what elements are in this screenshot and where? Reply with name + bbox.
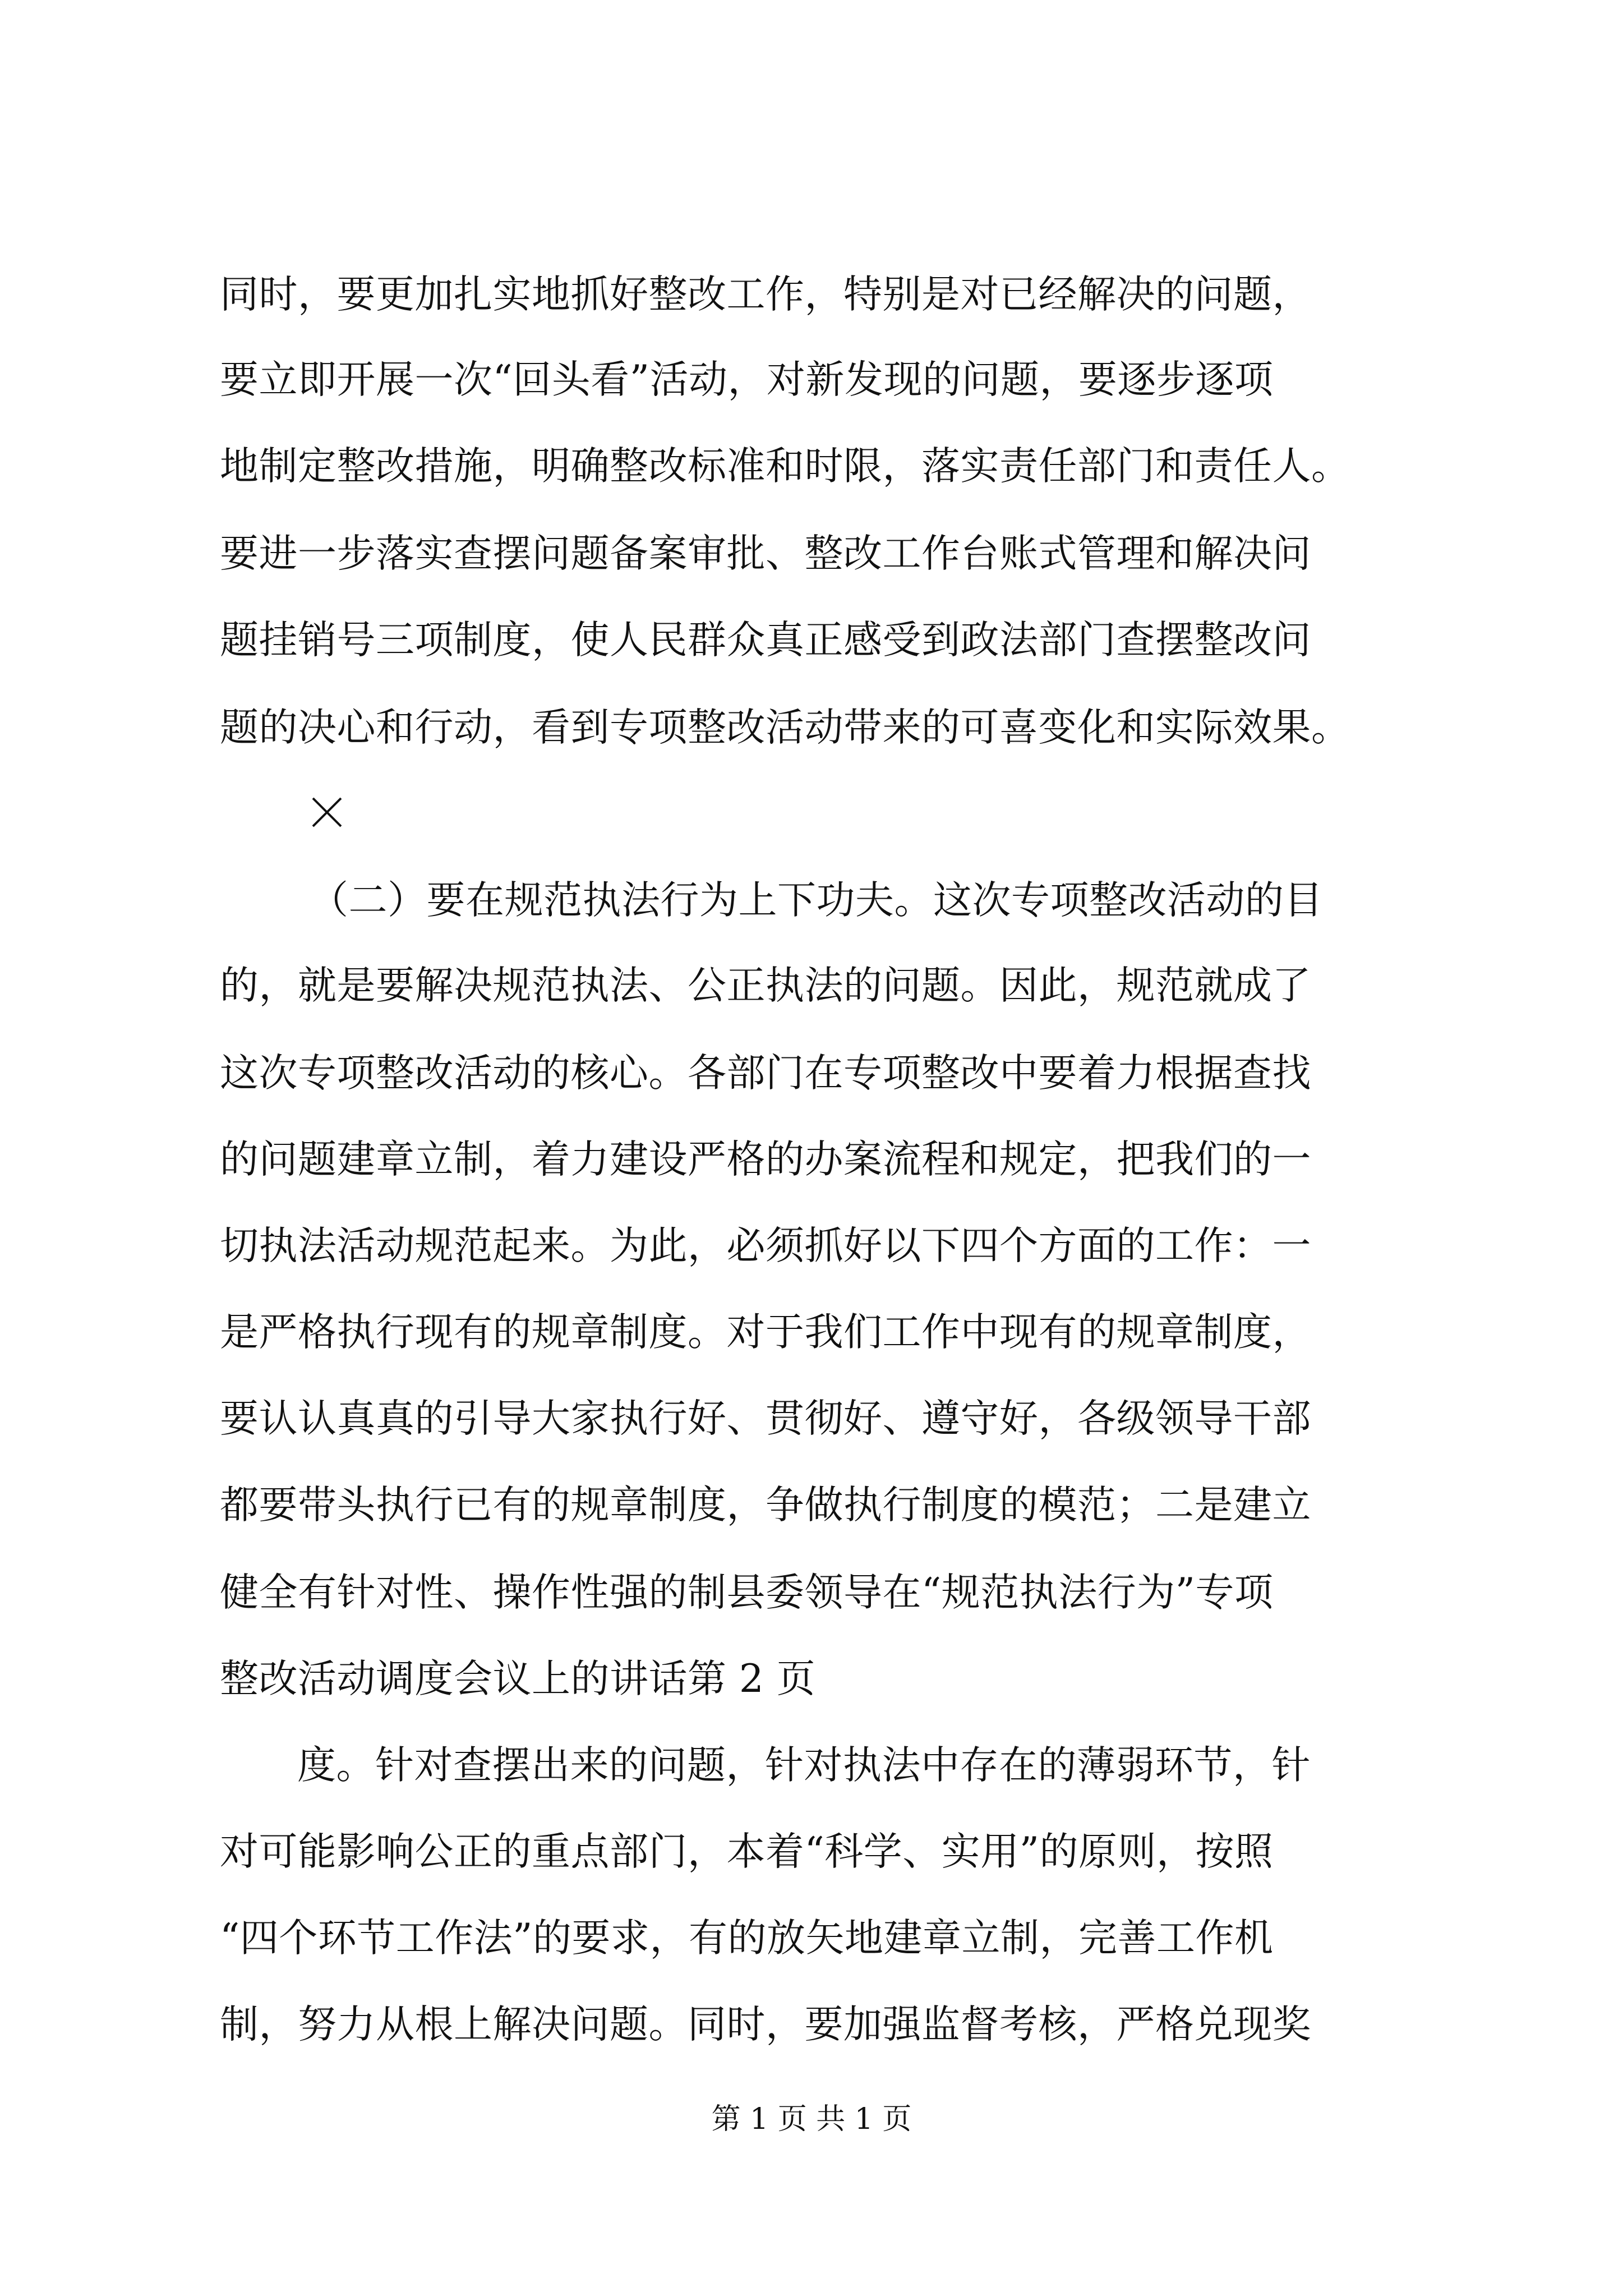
paragraph-line: 同时，要更加扎实地抓好整改工作，特别是对已经解决的问题，	[220, 272, 1311, 317]
paragraph-line: 题挂销号三项制度，使人民群众真正感受到政法部门查摆整改问	[220, 618, 1311, 662]
paragraph-line: 要认认真真的引导大家执行好、贯彻好、遵守好，各级领导干部	[220, 1396, 1311, 1441]
cross-mark-icon	[310, 795, 344, 830]
paragraph-line: 要立即开展一次“回头看”活动，对新发现的问题，要逐步逐项	[220, 357, 1274, 402]
paragraph-line: 是严格执行现有的规章制度。对于我们工作中现有的规章制度，	[220, 1310, 1311, 1355]
paragraph-line: 要进一步落实查摆问题备案审批、整改工作台账式管理和解决问	[220, 531, 1311, 576]
page-footer: 第 1 页 共 1 页	[711, 2102, 912, 2136]
paragraph-line: 整改活动调度会议上的讲话第 2 页	[220, 1657, 816, 1701]
paragraph-line: 切执法活动规范起来。为此，必须抓好以下四个方面的工作：一	[220, 1223, 1311, 1268]
paragraph-line: 的，就是要解决规范执法、公正执法的问题。因此，规范就成了	[220, 963, 1311, 1008]
paragraph-line: 地制定整改措施，明确整改标准和时限，落实责任部门和责任人。	[220, 444, 1350, 489]
paragraph-line: 度。针对查摆出来的问题，针对执法中存在的薄弱环节，针	[297, 1743, 1311, 1788]
paragraph-line: 对可能影响公正的重点部门，本着“科学、实用”的原则，按照	[220, 1829, 1274, 1874]
paragraph-line: 题的决心和行动，看到专项整改活动带来的可喜变化和实际效果。	[220, 705, 1350, 750]
paragraph-line: 制，努力从根上解决问题。同时，要加强监督考核，严格兑现奖	[220, 2002, 1311, 2047]
paragraph-line: （二）要在规范执法行为上下功夫。这次专项整改活动的目	[310, 878, 1323, 923]
paragraph-line: “四个环节工作法”的要求，有的放矢地建章立制，完善工作机	[220, 1916, 1274, 1961]
paragraph-line: 都要带头执行已有的规章制度，争做执行制度的模范；二是建立	[220, 1483, 1311, 1527]
paragraph-line: 这次专项整改活动的核心。各部门在专项整改中要着力根据查找	[220, 1051, 1311, 1096]
paragraph-line: 健全有针对性、操作性强的制县委领导在“规范执法行为”专项	[220, 1570, 1274, 1615]
paragraph-line: 的问题建章立制，着力建设严格的办案流程和规定，把我们的一	[220, 1137, 1311, 1182]
